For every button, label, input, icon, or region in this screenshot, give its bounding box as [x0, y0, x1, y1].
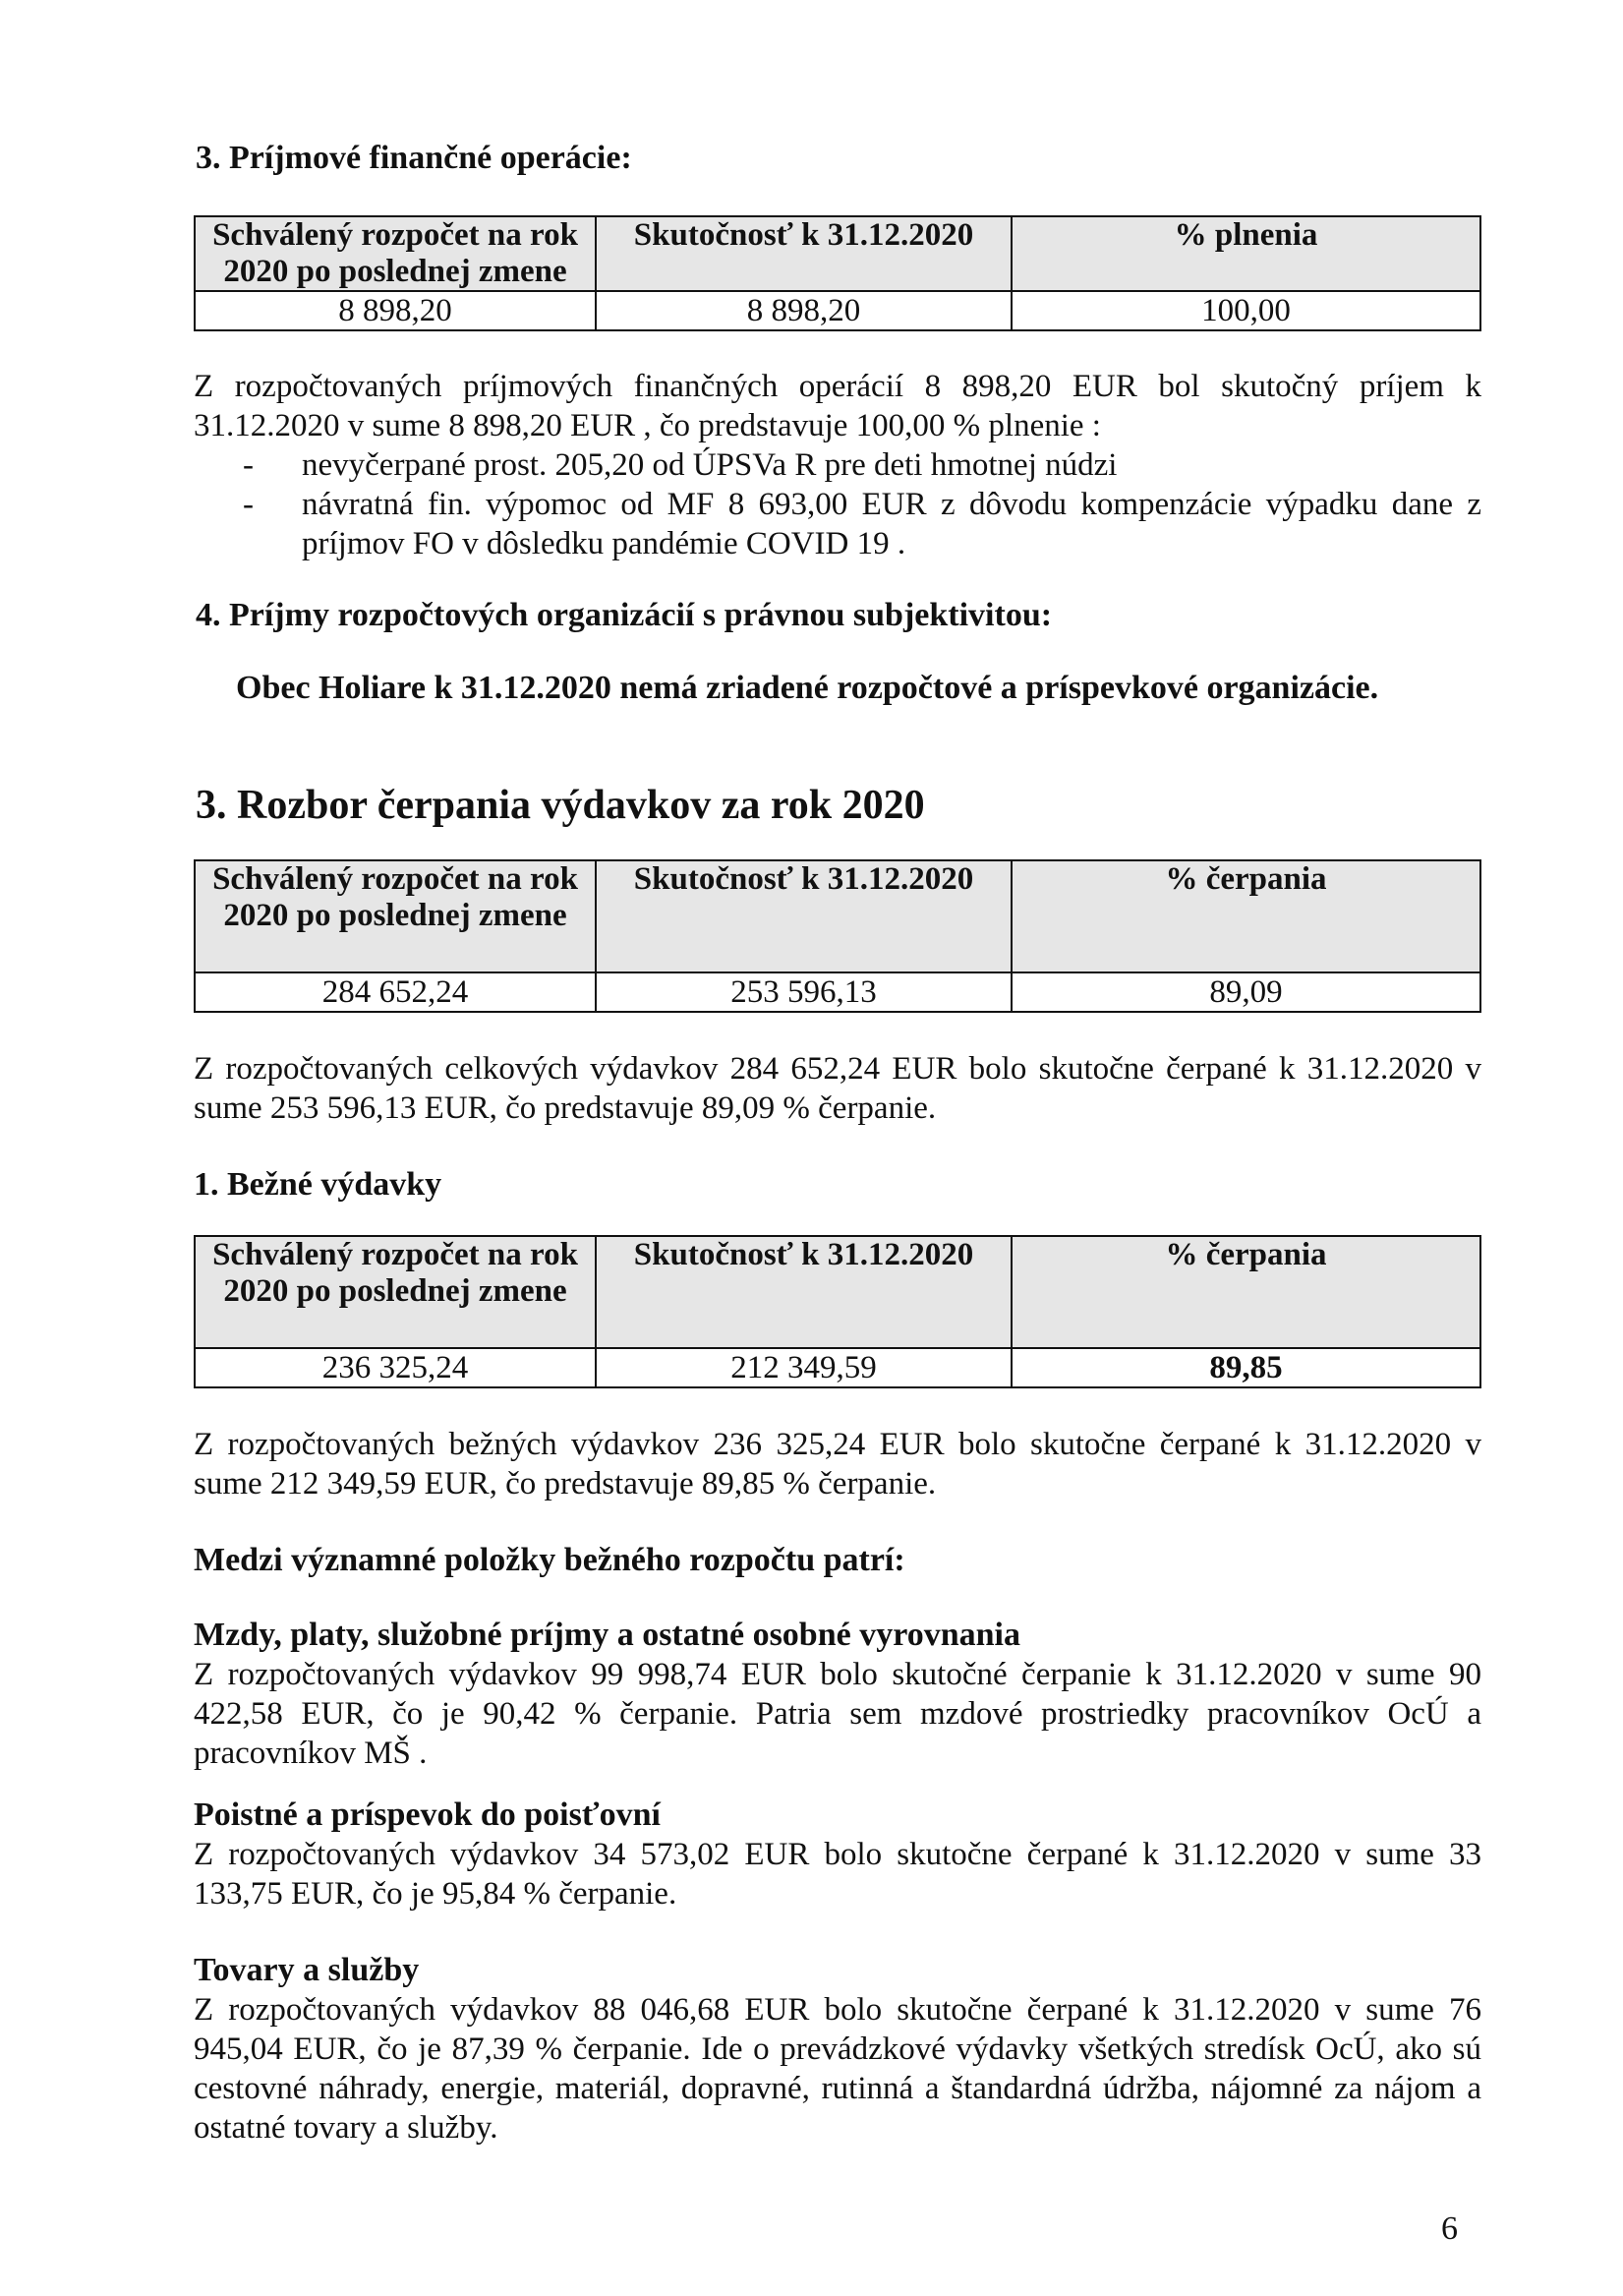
item-text-wages: Z rozpočtovaných výdavkov 99 998,74 EUR bolo skutočné čerpanie k 31.12.2020 v sume 90 422,58 EUR, čo je 90,42 % čerpanie. Patria sem mzdové prostriedky pracovníkov OcÚ a pracovníkov MŠ . [194, 1657, 1481, 1771]
item-text-goods-services: Z rozpočtovaných výdavkov 88 046,68 EUR bolo skutočne čerpané k 31.12.2020 v sume 76 945,04 EUR, čo je 87,39 % čerpanie. Ide o prevádzkové výdavky všetkých stredísk OcÚ, ako sú cestovné náhrady, energie, materiál, dopravné, rutinná a štandardná údržba, nájomné za nájom a ostatné tovary a služby. [194, 1992, 1481, 2146]
header-percent: % čerpania [1012, 1236, 1480, 1348]
header-percent: % plnenia [1012, 216, 1480, 291]
header-approved-budget: Schválený rozpočet na rok 2020 po poslednej zmene [195, 216, 596, 291]
header-percent: % čerpania [1012, 860, 1480, 972]
value-approved-budget: 284 652,24 [195, 972, 596, 1012]
list-item: - nevyčerpané prost. 205,20 od ÚPSVa R pre deti hmotnej núdzi [243, 447, 1118, 483]
section-heading-budget-organizations: 4. Príjmy rozpočtových organizácií s právnou subjektivitou: [196, 597, 1053, 633]
heading-significant-items: Medzi významné položky bežného rozpočtu patrí: [194, 1542, 905, 1578]
section-heading-income-financial-operations: 3. Príjmové finančné operácie: [196, 140, 632, 176]
section-heading-expenditure-analysis: 3. Rozbor čerpania výdavkov za rok 2020 [196, 783, 925, 828]
value-percent: 89,09 [1012, 972, 1480, 1012]
value-percent: 100,00 [1012, 291, 1480, 330]
page-number: 6 [1441, 2210, 1458, 2247]
paragraph-total-expenditures: Z rozpočtovaných celkových výdavkov 284 652,24 EUR bolo skutočne čerpané k 31.12.2020 v sume 253 596,13 EUR, čo predstavuje 89,09 % čerpanie. [194, 1051, 1481, 1126]
table-value-row [195, 291, 1480, 330]
statement-no-organizations: Obec Holiare k 31.12.2020 nemá zriadené rozpočtové a príspevkové organizácie. [236, 670, 1379, 706]
table-header-row [195, 1236, 1480, 1348]
table-header-row [195, 216, 1480, 291]
header-approved-budget: Schválený rozpočet na rok 2020 po poslednej zmene [195, 860, 596, 972]
value-actual: 253 596,13 [596, 972, 1012, 1012]
table-total-expenditures [194, 859, 1481, 1013]
table-value-row [195, 972, 1480, 1012]
paragraph-income-financial-operations: Z rozpočtovaných príjmových finančných operácií 8 898,20 EUR bol skutočný príjem k 31.12.2020 v sume 8 898,20 EUR , čo predstavuje 100,00 % plnenie : [194, 369, 1481, 443]
subsection-heading-current-expenditures: 1. Bežné výdavky [194, 1166, 442, 1203]
item-heading-insurance: Poistné a príspevok do poisťovní [194, 1796, 661, 1833]
header-approved-budget: Schválený rozpočet na rok 2020 po poslednej zmene [195, 1236, 596, 1348]
item-heading-goods-services: Tovary a služby [194, 1952, 420, 1988]
value-approved-budget: 8 898,20 [195, 291, 596, 330]
list-dash: - [243, 447, 254, 483]
value-approved-budget: 236 325,24 [195, 1348, 596, 1387]
value-actual: 8 898,20 [596, 291, 1012, 330]
value-percent: 89,85 [1012, 1348, 1480, 1387]
table-income-financial-operations [194, 215, 1481, 331]
item-heading-wages: Mzdy, platy, služobné príjmy a ostatné osobné vyrovnania [194, 1617, 1020, 1653]
item-text-insurance: Z rozpočtovaných výdavkov 34 573,02 EUR bolo skutočne čerpané k 31.12.2020 v sume 33 133,75 EUR, čo je 95,84 % čerpanie. [194, 1837, 1481, 1912]
header-actual: Skutočnosť k 31.12.2020 [596, 1236, 1012, 1348]
list-item: - návratná fin. výpomoc od MF 8 693,00 EUR z dôvodu kompenzácie výpadku dane z príjmov FO v dôsledku pandémie COVID 19 . [243, 487, 1481, 561]
table-current-expenditures [194, 1235, 1481, 1388]
table-value-row [195, 1348, 1480, 1387]
header-actual: Skutočnosť k 31.12.2020 [596, 216, 1012, 291]
list-dash: - [243, 487, 254, 522]
paragraph-current-expenditures: Z rozpočtovaných bežných výdavkov 236 325,24 EUR bolo skutočne čerpané k 31.12.2020 v sume 212 349,59 EUR, čo predstavuje 89,85 % čerpanie. [194, 1427, 1481, 1501]
list-income-items [243, 445, 1481, 563]
header-actual: Skutočnosť k 31.12.2020 [596, 860, 1012, 972]
value-actual: 212 349,59 [596, 1348, 1012, 1387]
table-header-row [195, 860, 1480, 972]
